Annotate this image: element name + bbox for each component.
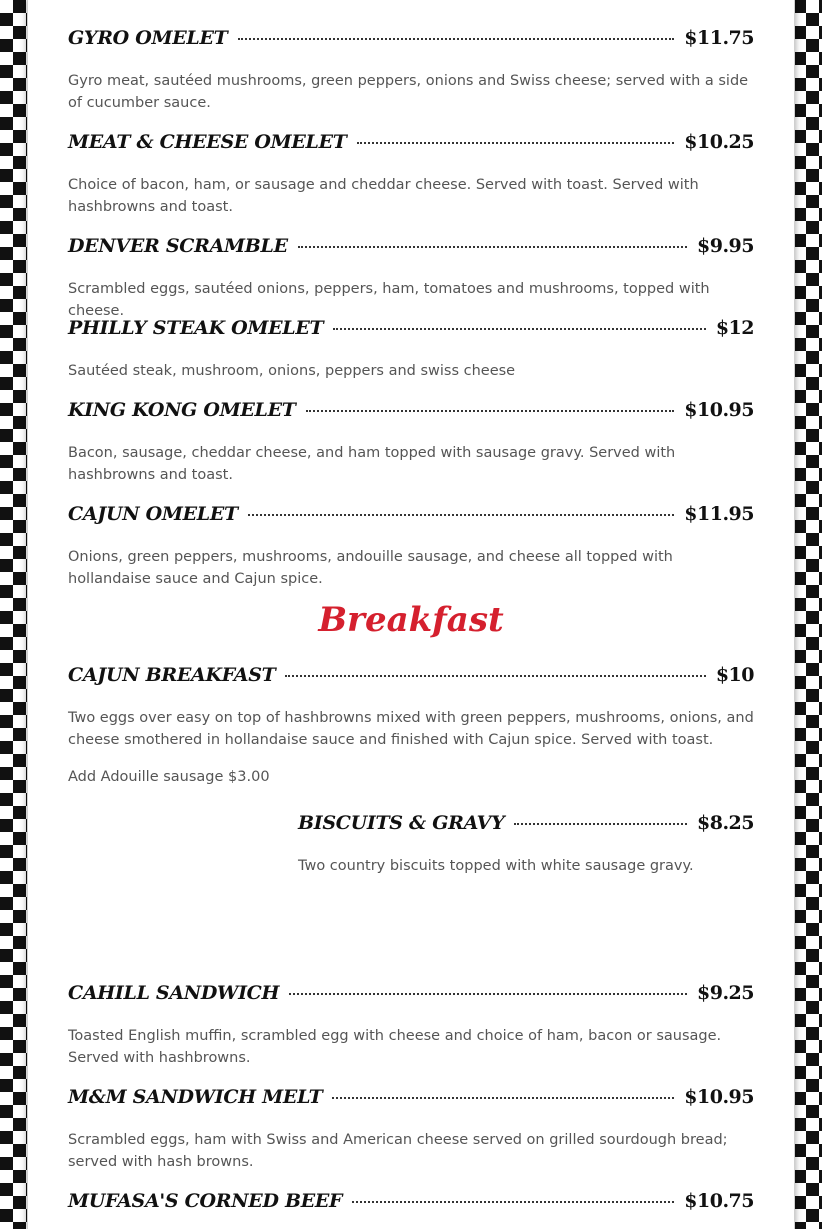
item-price: $9.25	[697, 982, 754, 1004]
item-name: MEAT & CHEESE OMELET	[68, 131, 347, 153]
menu-item-gyro-omelet	[68, 24, 754, 114]
add-on-note: Add Adouille sausage $3.00	[68, 769, 270, 785]
item-price: $9.95	[697, 235, 754, 257]
menu-item-cajun-breakfast	[68, 661, 754, 751]
item-price: $8.25	[697, 812, 754, 834]
dot-leader	[357, 142, 675, 144]
item-description: Scrambled eggs, sautéed onions, peppers, ham, tomatoes and mushrooms, topped with cheese.	[68, 281, 710, 319]
item-name: CAJUN OMELET	[68, 503, 238, 525]
menu-item-denver-scramble	[68, 232, 754, 322]
item-name: GYRO OMELET	[68, 27, 228, 49]
dot-leader	[248, 514, 674, 516]
item-description: Choice of bacon, ham, or sausage and cheddar cheese. Served with toast. Served with hashbrowns and toast.	[68, 177, 699, 215]
dot-leader	[298, 246, 687, 248]
dot-leader	[285, 675, 705, 677]
item-description: Toasted English muffin, scrambled egg with cheese and choice of ham, bacon or sausage. Served with hashbrowns.	[68, 1028, 722, 1066]
item-description: Gyro meat, sautéed mushrooms, green peppers, onions and Swiss cheese; served with a side of cucumber sauce.	[68, 73, 749, 111]
item-description: Sautéed steak, mushroom, onions, peppers and swiss cheese	[68, 363, 516, 379]
item-description: Two eggs over easy on top of hashbrowns mixed with green peppers, mushrooms, onions, and cheese smothered in hollandaise sauce and finished with Cajun spice. Served with toast.	[68, 710, 754, 748]
item-name: DENVER SCRAMBLE	[68, 235, 288, 257]
menu-item-cahill-sandwich	[68, 979, 754, 1069]
item-price: $11.75	[684, 27, 754, 49]
item-price: $10.95	[684, 1086, 754, 1108]
menu-item-mm-sandwich-melt	[68, 1083, 754, 1173]
item-price: $10.25	[684, 131, 754, 153]
item-price: $10	[715, 664, 754, 686]
item-price: $11.95	[684, 503, 754, 525]
dot-leader	[238, 38, 675, 40]
item-description: Bacon, sausage, cheddar cheese, and ham topped with sausage gravy. Served with hashbrowns and toast.	[68, 445, 676, 483]
item-name: PHILLY STEAK OMELET	[68, 317, 324, 339]
dot-leader	[333, 328, 705, 330]
menu-item-philly-steak-omelet	[68, 314, 754, 382]
dot-leader	[352, 1201, 674, 1203]
item-name: M&M SANDWICH MELT	[68, 1086, 323, 1108]
item-price: $10.75	[684, 1190, 754, 1212]
item-price: $12	[715, 317, 754, 339]
dot-leader	[306, 410, 675, 412]
item-description: Two country biscuits topped with white sausage gravy.	[298, 858, 694, 874]
item-description: Scrambled eggs, ham with Swiss and American cheese served on grilled sourdough bread; served with hash browns.	[68, 1132, 728, 1170]
section-title-breakfast: Breakfast	[318, 600, 504, 640]
menu-item-mufasas-corned-beef	[68, 1187, 754, 1215]
item-name: CAHILL SANDWICH	[68, 982, 280, 1004]
dot-leader	[514, 823, 687, 825]
item-description: Onions, green peppers, mushrooms, andouille sausage, and cheese all topped with hollandaise sauce and Cajun spice.	[68, 549, 673, 587]
menu-item-cajun-omelet	[68, 500, 754, 590]
item-name: KING KONG OMELET	[68, 399, 296, 421]
item-name: MUFASA'S CORNED BEEF	[68, 1190, 343, 1212]
menu-item-meat-cheese-omelet	[68, 128, 754, 218]
menu-item-biscuits-gravy	[298, 809, 754, 877]
item-name: BISCUITS & GRAVY	[298, 812, 505, 834]
dot-leader	[332, 1097, 674, 1099]
dot-leader	[289, 993, 687, 995]
item-name: CAJUN BREAKFAST	[68, 664, 276, 686]
menu-page	[28, 0, 794, 1229]
menu-item-king-kong-omelet	[68, 396, 754, 486]
item-price: $10.95	[684, 399, 754, 421]
